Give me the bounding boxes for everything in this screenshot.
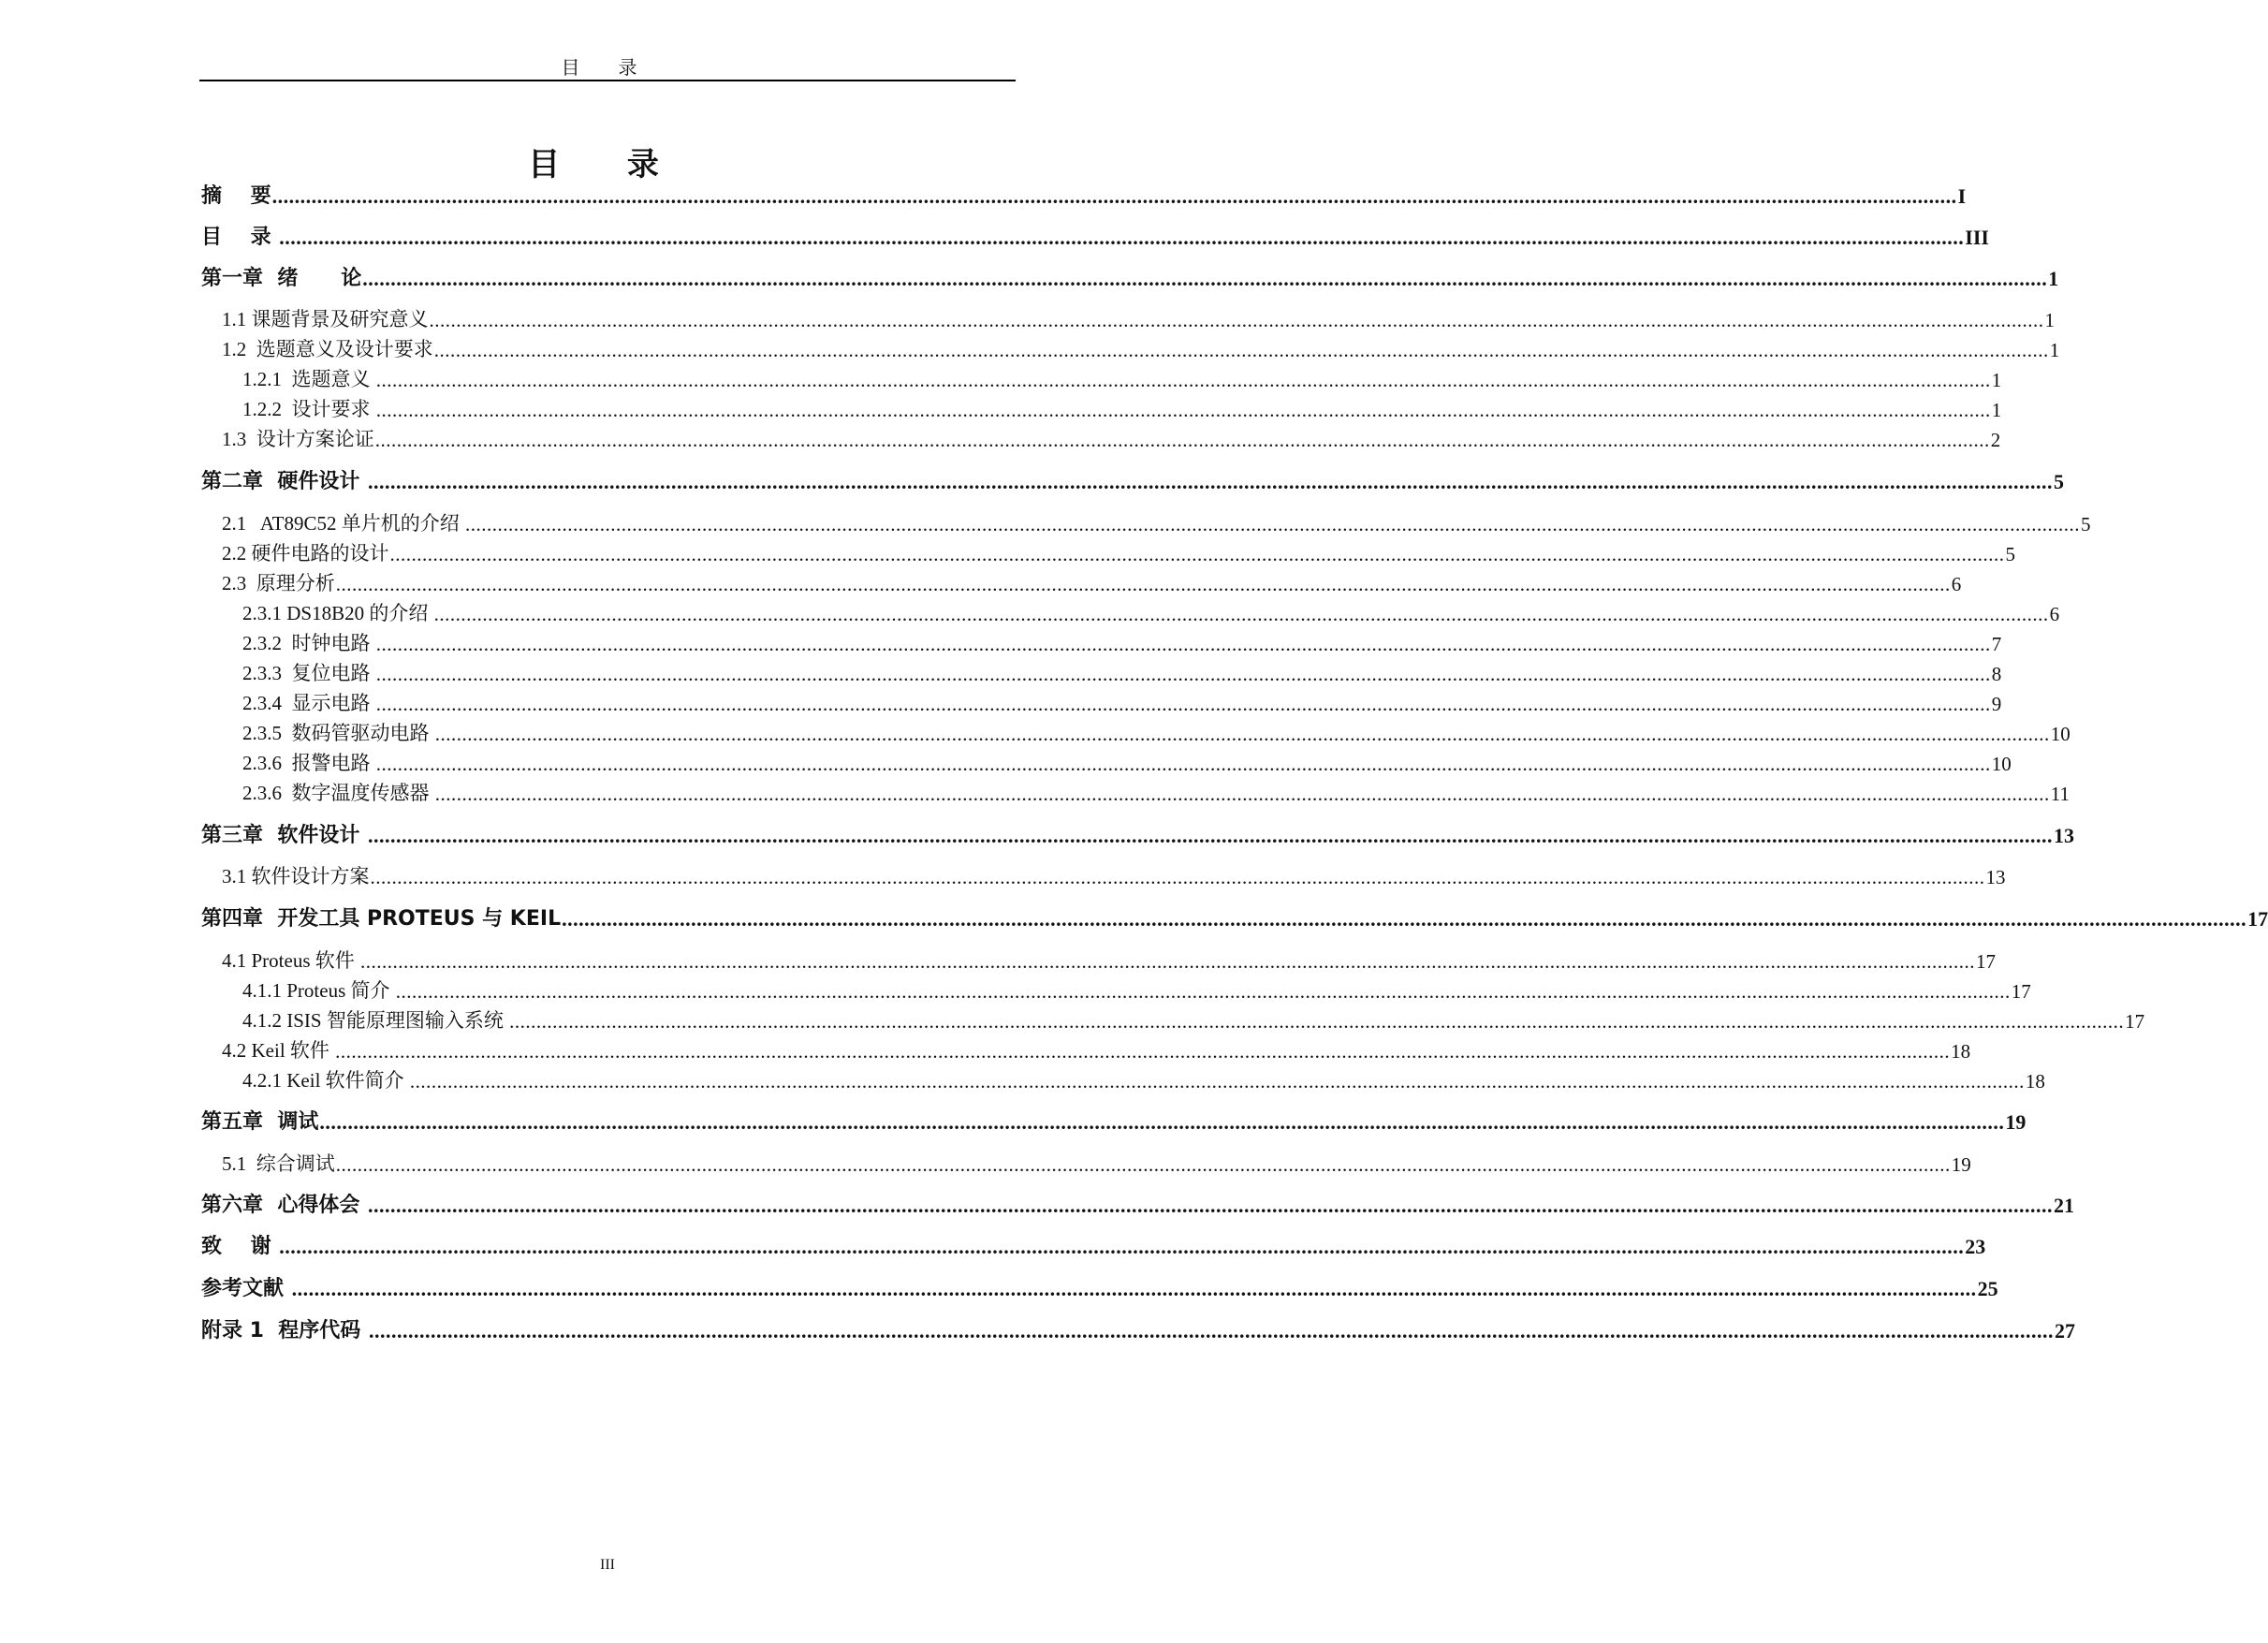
dot-leader: ............................................................................................................................................................................................................................................................................................................	[319, 1110, 2005, 1134]
dot-leader: ............................................................................................................................................................................................................................................................................................................	[367, 470, 2053, 493]
dot-leader: ............................................................................................................................................................................................................................................................................................................	[367, 1194, 2053, 1217]
toc-entry[interactable]	[201, 1107, 2027, 1135]
toc-entry-label: 第一章 绪 论	[201, 267, 362, 290]
toc-entry[interactable]	[201, 903, 2268, 932]
toc-entry-page: 27	[2054, 1319, 2075, 1342]
toc-entry-page: 17	[2125, 1010, 2145, 1033]
toc-entry-page: 13	[2053, 824, 2074, 847]
toc-entry-page: 19	[2005, 1110, 2027, 1134]
dot-leader: ............................................................................................................................................................................................................................................................................................................	[375, 693, 1991, 715]
dot-leader: ............................................................................................................................................................................................................................................................................................................	[335, 1040, 1951, 1063]
toc-entry-page: 1	[1991, 399, 2002, 421]
toc-entry-label: 2.1 AT89C52 单片机的介绍	[222, 512, 465, 535]
dot-leader: ............................................................................................................................................................................................................................................................................................................	[374, 429, 1990, 451]
toc-entry[interactable]	[201, 394, 2002, 422]
dot-leader: ............................................................................................................................................................................................................................................................................................................	[279, 226, 1965, 249]
toc-entry-page: III	[1965, 226, 1989, 249]
dot-leader: ............................................................................................................................................................................................................................................................................................................	[375, 753, 1991, 775]
toc-entry-page: 7	[1991, 633, 2002, 655]
toc-entry-label: 2.3.5 数码管驱动电路	[242, 722, 434, 744]
toc-entry-page: 11	[2050, 783, 2070, 805]
toc-entry[interactable]	[201, 1315, 2075, 1343]
toc-entry[interactable]	[201, 861, 2006, 889]
toc-entry[interactable]	[201, 748, 2012, 776]
toc-entry-label: 1.2.1 选题意义	[242, 368, 375, 390]
toc-entry-label: 参考文献	[201, 1277, 291, 1300]
toc-entry[interactable]	[201, 778, 2070, 806]
toc-entry-page: 5	[2053, 470, 2064, 493]
toc-entry[interactable]	[201, 1065, 2045, 1093]
toc-entry-label: 2.3.3 复位电路	[242, 662, 375, 684]
toc-entry-page: 2	[1990, 429, 2001, 451]
toc-entry[interactable]	[201, 718, 2070, 746]
toc-entry-page: 13	[1985, 866, 2006, 888]
toc-entry-label: 附录 1 程序代码	[201, 1319, 368, 1342]
toc-entry-page: 21	[2053, 1194, 2074, 1217]
dot-leader: ............................................................................................................................................................................................................................................................................................................	[368, 1319, 2054, 1342]
dot-leader: ............................................................................................................................................................................................................................................................................................................	[434, 723, 2050, 745]
toc-entry[interactable]	[201, 1231, 1986, 1259]
dot-leader: ............................................................................................................................................................................................................................................................................................................	[429, 309, 2044, 331]
toc-entry[interactable]	[201, 538, 2015, 566]
toc-entry-page: 18	[1951, 1040, 1971, 1063]
toc-entry-page: I	[1957, 184, 1967, 208]
dot-leader: ............................................................................................................................................................................................................................................................................................................	[409, 1070, 2025, 1093]
toc-entry[interactable]	[201, 508, 2091, 536]
toc-entry[interactable]	[201, 1190, 2074, 1218]
toc-entry-label: 第四章 开发工具 PROTEUS 与 KEIL	[201, 907, 562, 931]
toc-entry-label: 1.1 课题背景及研究意义	[222, 308, 429, 330]
toc-entry[interactable]	[201, 568, 1962, 596]
toc-entry-page: 9	[1991, 693, 2002, 715]
toc-entry[interactable]	[201, 688, 2002, 716]
toc-entry-page: 5	[2081, 513, 2091, 535]
toc-entry-label: 第三章 软件设计	[201, 824, 367, 847]
dot-leader: ............................................................................................................................................................................................................................................................................................................	[360, 950, 1975, 973]
dot-leader: ............................................................................................................................................................................................................................................................................................................	[370, 866, 1985, 888]
toc-entry[interactable]	[201, 1149, 1971, 1177]
toc-entry-page: 10	[2050, 723, 2070, 745]
toc-entry[interactable]	[201, 1005, 2145, 1034]
toc-entry-page: 18	[2025, 1070, 2045, 1093]
dot-leader: ............................................................................................................................................................................................................................................................................................................	[465, 513, 2081, 535]
page-number: III	[600, 1557, 615, 1573]
toc-entry-label: 第六章 心得体会	[201, 1194, 367, 1217]
toc-entry[interactable]	[201, 424, 2001, 452]
toc-entry-page: 17	[1976, 950, 1996, 973]
toc-entry-label: 2.2 硬件电路的设计	[222, 542, 389, 565]
toc-entry-label: 第二章 硬件设计	[201, 470, 367, 493]
header-rule	[199, 80, 1016, 81]
toc-entry-label: 第五章 调试	[201, 1110, 319, 1134]
dot-leader: ............................................................................................................................................................................................................................................................................................................	[335, 1153, 1951, 1176]
dot-leader: ............................................................................................................................................................................................................................................................................................................	[562, 907, 2247, 931]
toc-entry-page: 10	[1991, 753, 2012, 775]
toc-entry-page: 19	[1951, 1153, 1971, 1176]
toc-entry-label: 2.3.6 数字温度传感器	[242, 782, 434, 804]
dot-leader: ............................................................................................................................................................................................................................................................................................................	[389, 543, 2005, 565]
dot-leader: ............................................................................................................................................................................................................................................................................................................	[395, 980, 2011, 1003]
toc-entry[interactable]	[201, 364, 2002, 392]
dot-leader: ............................................................................................................................................................................................................................................................................................................	[509, 1010, 2125, 1033]
toc-entry-page: 23	[1965, 1235, 1986, 1258]
toc-entry-label: 5.1 综合调试	[222, 1152, 335, 1175]
toc-entry-page: 5	[2005, 543, 2015, 565]
toc-entry-label: 4.1.2 ISIS 智能原理图输入系统	[242, 1009, 509, 1032]
dot-leader: ............................................................................................................................................................................................................................................................................................................	[271, 184, 1957, 208]
dot-leader: ............................................................................................................................................................................................................................................................................................................	[375, 399, 1991, 421]
running-header: 目 录	[561, 58, 654, 79]
dot-leader: ............................................................................................................................................................................................................................................................................................................	[434, 783, 2050, 805]
toc-entry[interactable]	[201, 628, 2002, 656]
toc-entry-page: 6	[1951, 573, 1962, 595]
toc-entry[interactable]	[201, 304, 2055, 332]
toc-entry-page: 17	[2011, 980, 2031, 1003]
dot-leader: ............................................................................................................................................................................................................................................................................................................	[335, 573, 1951, 595]
toc-entry-page: 1	[2049, 339, 2060, 361]
toc-entry-label: 4.1 Proteus 软件	[222, 949, 359, 972]
toc-entry-page: 1	[2048, 267, 2059, 290]
page-title: 目 录	[528, 146, 687, 183]
toc-entry-label: 4.1.1 Proteus 简介	[242, 979, 395, 1002]
toc-entry-label: 2.3.2 时钟电路	[242, 632, 375, 654]
toc-entry-page: 25	[1977, 1277, 1998, 1300]
toc-entry[interactable]	[201, 263, 2059, 291]
dot-leader: ............................................................................................................................................................................................................................................................................................................	[375, 369, 1991, 391]
toc-entry-label: 4.2.1 Keil 软件简介	[242, 1069, 409, 1092]
dot-leader: ............................................................................................................................................................................................................................................................................................................	[433, 339, 2049, 361]
toc-entry-label: 摘 要	[201, 184, 271, 208]
toc-entry-page: 1	[1991, 369, 2002, 391]
toc-entry[interactable]	[201, 820, 2074, 848]
toc-entry-label: 4.2 Keil 软件	[222, 1039, 335, 1062]
dot-leader: ............................................................................................................................................................................................................................................................................................................	[279, 1235, 1965, 1258]
dot-leader: ............................................................................................................................................................................................................................................................................................................	[367, 824, 2053, 847]
toc-entry-label: 3.1 软件设计方案	[222, 865, 370, 888]
toc-entry-page: 1	[2044, 309, 2055, 331]
toc-entry-page: 8	[1991, 663, 2002, 685]
toc-entry-label: 致 谢	[201, 1235, 279, 1258]
toc-entry-label: 1.3 设计方案论证	[222, 428, 374, 450]
dot-leader: ............................................................................................................................................................................................................................................................................................................	[362, 267, 2048, 290]
toc-entry-label: 1.2.2 设计要求	[242, 398, 375, 420]
toc-entry[interactable]	[201, 466, 2064, 494]
toc-entry[interactable]	[201, 334, 2060, 362]
toc-entry-label: 目 录	[201, 226, 279, 249]
toc-entry-page: 6	[2049, 603, 2060, 625]
toc-entry-label: 2.3.1 DS18B20 的介绍	[242, 602, 433, 624]
toc-entry[interactable]	[201, 1035, 1971, 1064]
dot-leader: ............................................................................................................................................................................................................................................................................................................	[375, 633, 1991, 655]
toc-entry-label: 2.3.6 报警电路	[242, 752, 375, 774]
toc-entry[interactable]	[201, 1273, 1998, 1301]
dot-leader: ............................................................................................................................................................................................................................................................................................................	[433, 603, 2049, 625]
toc-entry[interactable]	[201, 658, 2002, 686]
dot-leader: ............................................................................................................................................................................................................................................................................................................	[375, 663, 1991, 685]
toc-entry-page: 17	[2247, 907, 2268, 931]
toc-entry[interactable]	[201, 222, 1989, 250]
dot-leader: ............................................................................................................................................................................................................................................................................................................	[291, 1277, 1977, 1300]
toc-entry[interactable]	[201, 598, 2060, 626]
toc-entry-label: 1.2 选题意义及设计要求	[222, 338, 433, 360]
toc-entry-label: 2.3.4 显示电路	[242, 692, 375, 714]
toc-entry[interactable]	[201, 946, 1996, 974]
toc-entry[interactable]	[201, 181, 1967, 209]
toc-entry[interactable]	[201, 976, 2031, 1004]
toc-entry-label: 2.3 原理分析	[222, 572, 335, 594]
